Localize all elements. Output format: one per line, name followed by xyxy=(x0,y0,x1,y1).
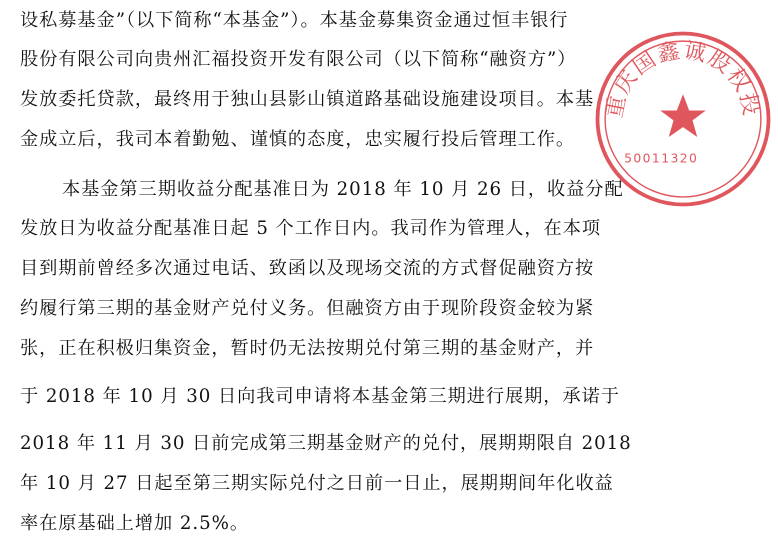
text-line: 年 10 月 27 日起至第三期实际兑付之日前一日止，展期期间年化收益 xyxy=(20,473,614,494)
text-line: 张，正在积极归集资金，暂时仍无法按期兑付第三期的基金财产，并 xyxy=(20,338,595,359)
seal-number: 50011320 xyxy=(624,151,699,166)
text-line: 2018 年 11 月 30 日前完成第三期基金财产的兑付，展期期限自 2018 xyxy=(20,433,632,454)
text-line: 发放日为收益分配基准日起 5 个工作日内。我司作为管理人，在本项 xyxy=(20,218,601,239)
text-line: 目到期前曾经多次通过电话、致函以及现场交流的方式督促融资方按 xyxy=(20,258,595,279)
company-seal-stamp xyxy=(588,24,778,214)
text-line: 发放委托贷款，最终用于独山县影山镇道路基础设施建设项目。本基 xyxy=(20,89,595,110)
seal-star-icon xyxy=(660,94,706,137)
text-line: 本基金第三期收益分配基准日为 2018 年 10 月 26 日，收益分配 xyxy=(62,179,624,200)
text-line: 设私募基金”（以下简称“本基金”）。本基金募集资金通过恒丰银行 xyxy=(20,10,569,31)
seal-text: 重庆国鑫诚股权投 xyxy=(602,38,764,121)
text-line: 股份有限公司向贵州汇福投资开发有限公司（以下简称“融资方”） xyxy=(20,49,577,70)
text-line: 约履行第三期的基金财产兑付义务。但融资方由于现阶段资金较为紧 xyxy=(20,298,595,319)
text-line: 率在原基础上增加 2.5%。 xyxy=(20,513,249,534)
text-line: 于 2018 年 10 月 30 日向我司申请将本基金第三期进行展期，承诺于 xyxy=(20,386,620,407)
text-line: 金成立后，我司本着勤勉、谨慎的态度，忠实履行投后管理工作。 xyxy=(20,129,575,150)
